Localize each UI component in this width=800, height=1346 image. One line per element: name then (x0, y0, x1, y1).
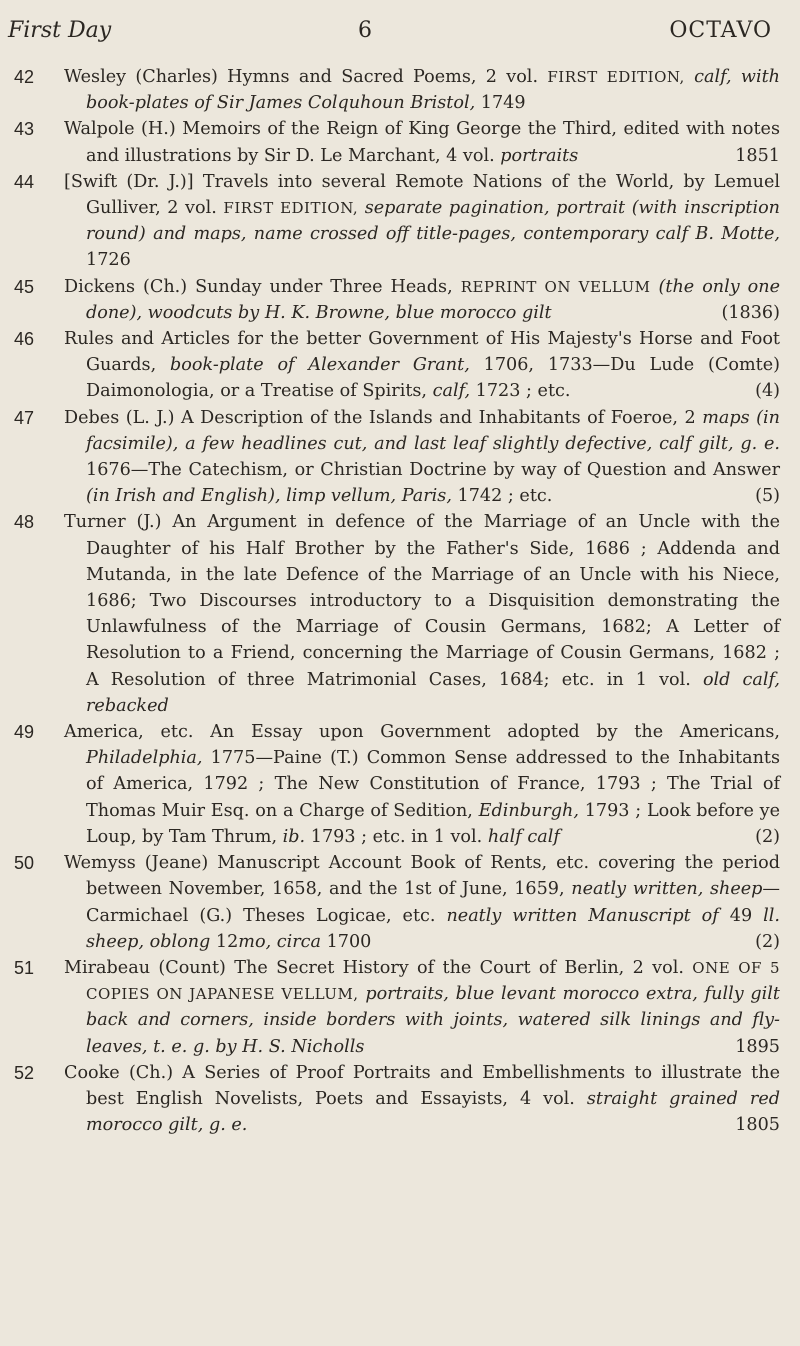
lot-text-segment: Walpole (H.) Memoirs of the Reign of King George the Third, edited with notes and illustrations by Sir D. Le Marchant, 4 vol. (64, 119, 780, 166)
lot-list (0, 64, 780, 1138)
lot-text-segment: portraits, blue levant morocco extra, fully gilt back and corners, inside borders with joints, watered silk linings and fly-leaves, t. e. g. by H. S. Nicholls (86, 984, 780, 1057)
lot-text-segment: America, etc. An Essay upon Government adopted by the Americans, (64, 722, 780, 743)
lot-description (64, 509, 780, 719)
lot-text-segment: 1676—The Catechism, or Christian Doctrine by way of Question and Answer (86, 460, 780, 481)
lot-text-segment: neatly written, sheep (571, 879, 763, 900)
lot-entry (0, 274, 780, 326)
lot-text-segment: Wemyss (Jeane) Manuscript Account Book of Rents, etc. covering the period between November, 1658, and the 1st of June, 1659, (64, 853, 780, 900)
lot-text-segment: Cooke (Ch.) A Series of Proof Portraits and Embellishments to illustrate the best English Novelists, Poets and Essayists, 4 vol. (64, 1062, 780, 1109)
lot-number: 42 (14, 67, 35, 87)
lot-entry (0, 1060, 780, 1139)
lot-entry (0, 405, 780, 510)
lot-text-segment: REPRINT ON VELLUM (460, 277, 651, 296)
lot-description (64, 64, 780, 116)
lot-text-segment: mo, (238, 931, 272, 952)
lot-text-segment: (the only one done), woodcuts by H. K. Browne, blue morocco gilt (86, 276, 781, 323)
lot-number: 50 (14, 853, 35, 874)
lot-date: (2) (755, 826, 780, 847)
lot-number: 46 (14, 329, 35, 350)
lot-description (64, 169, 780, 274)
lot-text-segment: 1775—Paine (T.) Common Sense addressed to the Inhabitants of America, 1792 ; The New Constitution of France, 1793 ; The Trial of Thomas Muir Esq. on a Charge of Sedition, (86, 748, 780, 821)
lot-entry (0, 850, 780, 955)
lot-entry (0, 326, 780, 405)
lot-text-segment: Rules and Articles for the better Government of His Majesty's Horse and Foot Guards, (64, 329, 780, 376)
lot-number: 45 (14, 276, 35, 297)
lot-description (64, 326, 780, 405)
lot-text-segment: book-plate of Alexander Grant, (170, 355, 470, 376)
lot-text-segment: (in Irish and English), limp vellum, Paris, (86, 486, 452, 507)
lot-text-segment: calf, with book-plates of Sir James Colquhoun Bristol, (86, 67, 780, 114)
lot-description (64, 955, 780, 1060)
lot-text-segment: separate pagination, portrait (with inscription round) and maps, name crossed off title-pages, contemporary calf B. Motte, (86, 198, 780, 245)
lot-text-segment: Wesley (Charles) Hymns and Sacred Poems, 2 vol. (64, 67, 548, 87)
lot-text-segment: 1749 (480, 93, 526, 114)
lot-text-segment: Debes (L. J.) A Description of the Islands and Inhabitants of Foeroe, 2 (64, 407, 703, 428)
lot-date: 1895 (735, 1036, 780, 1057)
lot-entry (0, 719, 780, 850)
lot-number: 43 (14, 119, 35, 140)
lot-text-segment: Dickens (Ch.) Sunday under Three Heads, (64, 276, 461, 297)
lot-text-segment: circa (276, 931, 321, 952)
lot-text-segment: Philadelphia, (86, 748, 203, 769)
lot-text-segment: FIRST EDITION, (223, 199, 359, 218)
lot-text-segment: Edinburgh, (478, 800, 579, 821)
lot-date: (5) (755, 486, 780, 507)
lot-description (64, 405, 780, 510)
lot-description (64, 719, 780, 850)
lot-text-segment: 1700 (321, 931, 372, 952)
lot-description (64, 850, 780, 955)
lot-text-segment: —Carmichael (G.) Theses Logicae, etc. (86, 879, 780, 926)
lot-text-segment: Mirabeau (Count) The Secret History of the Court of Berlin, 2 vol. (64, 957, 693, 978)
lot-entry (0, 64, 780, 116)
sale-day-title: First Day (8, 18, 112, 43)
lot-number: 48 (14, 512, 35, 533)
lot-description (64, 116, 780, 168)
lot-number: 44 (14, 171, 35, 192)
lot-text-segment: 1723 ; etc. (470, 381, 571, 402)
lot-number: 47 (14, 407, 35, 428)
lot-text-segment: 1726 (86, 250, 131, 271)
page-header (8, 18, 772, 54)
page-number: 6 (358, 18, 372, 43)
format-heading: OCTAVO (669, 18, 772, 43)
lot-text-segment: [Swift (Dr. J.)] Travels into several Remote Nations of the World, by Lemuel Gulliver, 2 vol. (64, 171, 780, 219)
lot-text-segment: maps (in facsimile), a few headlines cut, and last leaf slightly defective, calf gilt, g. e. (86, 407, 780, 454)
lot-description (64, 274, 780, 326)
lot-entry (0, 169, 780, 274)
lot-text-segment: 1706, 1733—Du Lude (Comte) Daimonologia, or a Treatise of Spirits, (86, 355, 780, 402)
lot-text-segment: neatly written Manuscript of (446, 905, 719, 926)
lot-date: (4) (755, 381, 780, 402)
lot-text-segment: old calf, rebacked (86, 669, 780, 716)
lot-date: 1851 (735, 145, 780, 166)
lot-number: 49 (14, 722, 35, 743)
lot-text-segment: 49 (718, 905, 764, 926)
lot-number: 52 (14, 1062, 35, 1083)
lot-date: (2) (755, 931, 780, 952)
lot-text-segment: half calf (487, 826, 560, 847)
lot-text-segment: 12 (210, 931, 239, 952)
lot-date: (1836) (721, 302, 780, 323)
lot-text-segment: 1742 ; etc. (451, 486, 553, 507)
lot-text-segment: straight grained red morocco gilt, g. e. (86, 1088, 780, 1136)
lot-number: 51 (14, 957, 35, 978)
lot-entry (0, 116, 780, 168)
lot-date: 1805 (735, 1115, 780, 1136)
lot-text-segment: ll. sheep, oblong (86, 905, 780, 952)
lot-text-segment: 1793 ; Look before ye Loup, by Tam Thrum, (86, 800, 780, 847)
lot-text-segment: Turner (J.) An Argument in defence of the Marriage of an Uncle with the Daughter of his Half Brother by the Father's Side, 1686 ; Addenda and Mutanda, in the late Defence of the Marriage of an Uncle with his Niece, 1686; Two Discourses introductory to a Disquisition demonstrating the Unlawfulness of the Marriage of Cousin Germans, 1682; A Letter of Resolution to a Friend, concerning the Marriage of Cousin Germans, 1682 ; A Resolution of three Matrimonial Cases, 1684; etc. in 1 vol. (64, 512, 780, 690)
lot-description (64, 1060, 780, 1139)
lot-text-segment: portraits (500, 145, 579, 166)
lot-text-segment: 1793 ; etc. in 1 vol. (305, 826, 488, 847)
lot-text-segment: FIRST EDITION, (547, 68, 685, 86)
lot-entry (0, 955, 780, 1060)
lot-text-segment: calf, (432, 381, 471, 402)
lot-entry (0, 509, 780, 719)
lot-text-segment: ONE OF 5 COPIES ON JAPANESE VELLUM, (86, 958, 780, 1004)
lot-text-segment: ib. (282, 826, 306, 847)
